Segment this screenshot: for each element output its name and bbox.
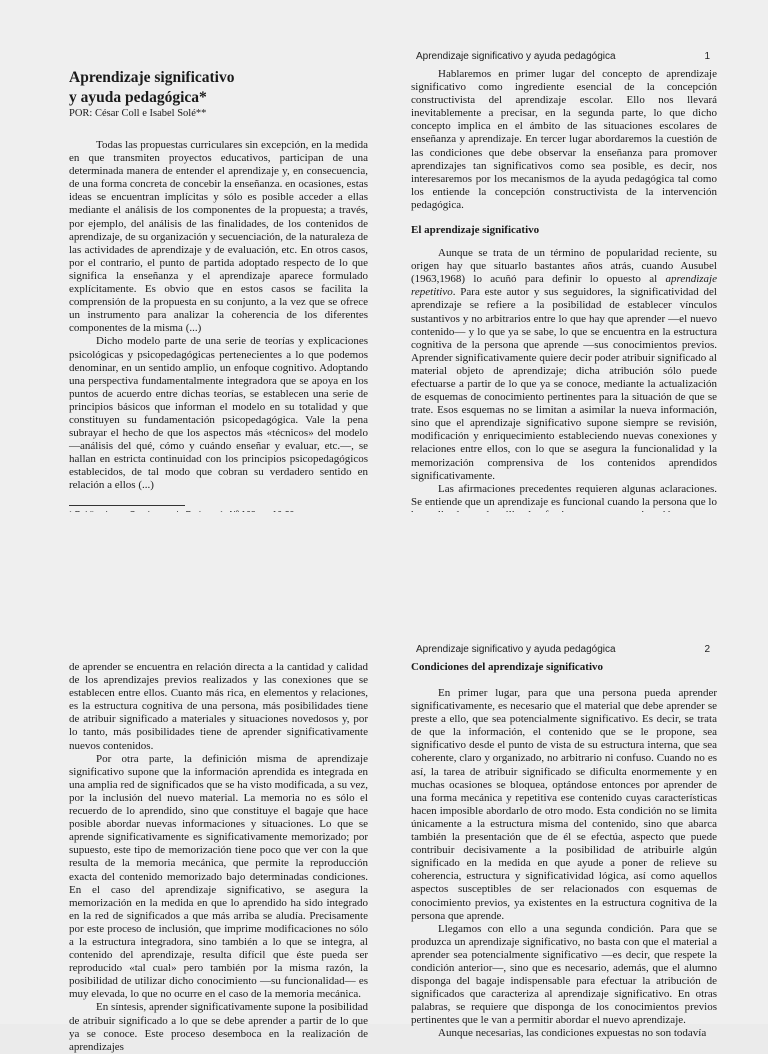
running-head-page-1 xyxy=(416,51,710,63)
section-heading: Condiciones del aprendizaje significativo xyxy=(411,661,603,673)
article-byline: POR: César Coll e Isabel Solé** xyxy=(69,108,207,119)
italic-term: aprendizaje repetitivo xyxy=(411,273,717,299)
text-run: Aunque se trata de un término de popularidad reciente, su origen hay que situarlo bastantes años atrás, cuando Ausubel (1963,1968) lo acuñó para definir lo opuesto al xyxy=(411,247,717,286)
article-title: Aprendizaje significativo xyxy=(69,69,235,86)
paragraph xyxy=(411,247,717,483)
running-head-title: Aprendizaje significativo y ayuda pedagógica xyxy=(416,644,616,655)
paragraph: Dicho modelo parte de una serie de teorías y explicaciones psicológicas y psicopedagógicas pertenecientes a lo que podemos denominar, en un sentido amplio, un enfoque cognitivo. Adoptando una perspectiva fundamentalmente integradora que se apoya en los puntos de acuerdo entre dichas teorías, se establecen una serie de principios básicos que informan el modelo en su totalidad y que constituyen su fundamentación psicopedagógica. Vale la pena subrayar el hecho de que los aspectos más «técnicos» del modelo —análisis del qué, cómo y cuándo enseñar y evaluar, etc.—, se hallan en estricta continuidad con los principios psicopedagógicos establecidos, de tal modo que cobran su verdadero sentido en relación a ellos (...) xyxy=(69,335,368,492)
page-number: 2 xyxy=(704,644,710,655)
running-head-title: Aprendizaje significativo y ayuda pedagógica xyxy=(416,51,616,62)
page-1-right-column xyxy=(411,68,717,512)
footnote-separator xyxy=(69,505,185,506)
document-page-1 xyxy=(0,0,768,512)
page-2-right-column xyxy=(411,661,717,1040)
article-title-line-2: y ayuda pedagógica* xyxy=(69,89,207,106)
paragraph: Todas las propuestas curriculares sin excepción, en la medida en que transmiten proyectos educativos, participan de una determinada manera de entender el aprendizaje y, en consecuencia, de una forma concreta de concebir la enseñanza. en ocasiones, estas ideas se encuentran implícitas y sólo es posible acceder a ellas mediante el análisis de los componentes de la propuesta; a través, por ejemplo, del análisis de las finalidades, de los contenidos de aprendizaje, de su organización y secuenciación, de la naturaleza de las actividades de aprendizaje y de evaluación, etc. En otros casos, por el contrario, el punto de partida adoptado respecto de lo que significa la enseñanza y el aprendizaje aparece formulado explícitamente. Es obvio que en estos casos se facilita la comprensión de la propuesta en su conjunto, a la vez que se ofrece un instrumento para analizar la coherencia de los diferentes componentes de la misma (...) xyxy=(69,139,368,335)
page-number: 1 xyxy=(704,51,710,62)
paragraph: Por otra parte, la definición misma de aprendizaje significativo supone que la información aprendida es integrada en una amplia red de significados que se ha visto modificada, a su vez, por la inclusión del nuevo material. La memoria no es sólo el recuerdo de lo aprendido, sino que constituye el bagaje que hace posible abordar nuevas informaciones y situaciones. Lo que se aprende significativamente es significativamente memorizado; por supuesto, este tipo de memorización tiene poco que ver con la que resulta de la memoria mecánica, que permite la reproducción exacta del contenido memorizado bajo determinadas condiciones. En el caso del aprendizaje significativo, se asegura la memorización en la medida en que lo aprendido ha sido integrado en la red de significados a que más arriba se aludía. Precisamente por este proceso de inclusión, que imprime modificaciones no sólo a la estructura integradora, sino también a lo que se integra, al contenido del aprendizaje, resulta difícil que éste pueda ser reproducido «tal cual» pero también por la misma razón, la posibilidad de utilizar dicho conocimiento —su funcionalidad— es muy elevada, lo que no ocurre en el caso de la memoria mecánica. xyxy=(69,752,368,1001)
paragraph: Las afirmaciones precedentes requieren algunas aclaraciones. Se entiende que un aprendizaje es funcional cuando la persona que lo xyxy=(411,482,717,508)
paragraph: Llegamos con ello a una segunda condición. Para que se produzca un aprendizaje significativo, no basta con que el material a aprender sea potencialmente significativo —es decir, que respete la condición anterior—, sino que es necesario, además, que el alumno disponga del bagaje indispensable para efectuar la atribución de significados que caracteriza al aprendizaje significativo. En otras palabras, se requiere que disponga de los conocimientos previos pertinentes que le van a permitir abordar el nuevo aprendizaje. xyxy=(411,922,717,1027)
paragraph: En síntesis, aprender significativamente supone la posibilidad de atribuir significado a lo que se debe aprender a partir de lo que ya se conoce. Este proceso desemboca en la realización de aprendizajes xyxy=(69,1001,368,1053)
paragraph: Aunque necesarias, las condiciones expuestas no son todavía xyxy=(438,1027,707,1040)
paragraph: Hablaremos en primer lugar del concepto de aprendizaje significativo como ingrediente esencial de la concepción constructivista del aprendizaje escolar. Ello nos llevará inevitablemente a precisar, en la segunda parte, lo que dicho concepto implica en el ámbito de las situaciones escolares de enseñanza y aprendizaje. En tercer lugar abordaremos la cuestión de las condiciones que debe observar la enseñanza para promover aprendizajes tan significativos como sea posible, es decir, nos interesaremos por los mecanismos de la ayuda pedagógica tal como los entiende la concepción constructivista de la intervención pedagógica. xyxy=(411,68,717,211)
paragraph: En primer lugar, para que una persona pueda aprender significativamente, es necesario que el material que debe aprender se preste a ello, que sea potencialmente significativo. Es decir, se trata de que la información, el contenido que se le propone, sea significativo desde el punto de vista de su estructura interna, que sea coherente, claro y organizado, no arbitrario ni confuso. Cuando no es así, la tarea de atribuir significado se dificulta enormemente y en muchas ocasiones se bloquea, optándose entonces por aprender de una forma mecánica y repetitiva ese contenido cuyas características hacen imposible abordarlo de otro modo. Esta condición no se limita únicamente a la estructura misma del contenido, sino que abarca también la presentación que de él se efectúa, aspecto que puede contribuir decisivamente a la posibilidad de atribuirle algún significado en la medida en que ayude a poner de relieve su coherencia, estructura y significatividad lógica, así como aquellos aspectos susceptibles de ser relacionados con esquemas de conocimiento previos, ya existentes en la estructura cognitiva de la persona que aprende. xyxy=(411,687,717,922)
section-heading: El aprendizaje significativo xyxy=(411,224,540,237)
page-1-left-column xyxy=(69,68,368,512)
text-run: . Para este autor y sus seguidores, la significatividad del aprendizaje se refiere a la posibilidad de establecer vínculos sustantivos y no arbitrarios entre lo que hay que aprender —el nuevo contenido— y lo que ya se sabe, lo que se encuentra en la estructura cognitiva de la persona que aprende —sus conocimientos previos. Aprender significativamente quiere decir poder atribuir significado al material objeto de aprendizaje; dicha atribución sólo puede efectuarse a partir de lo que ya se conoce, mediante la actualización de esquemas de conocimiento pertinentes para la situación de que se trate. Esos esquemas no se limitan a asimilar la nueva información, sino que el aprendizaje significativo supone siempre se revisión, modificación y enriquecimiento estableciendo nuevas conexiones y relaciones entre ellos, con lo que se asegura la funcionalidad y la memorización comprensiva de los contenidos aprendidos significativamente. xyxy=(411,286,717,482)
running-head-page-2 xyxy=(416,644,710,656)
paragraph: de aprender se encuentra en relación directa a la cantidad y calidad de los aprendizajes previos realizados y las conexiones que se establecen entre ellos. Cuanto más rica, en elementos y relaciones, es la estructura cognitiva de una persona, más posibilidades tiene de atribuir significado a materiales y situaciones novedosos y, por lo tanto, más posibilidades tiene de aprender significativamente nuevos contenidos. xyxy=(69,661,368,752)
page-2-left-column xyxy=(69,661,368,1053)
document-page-2 xyxy=(0,512,768,1053)
